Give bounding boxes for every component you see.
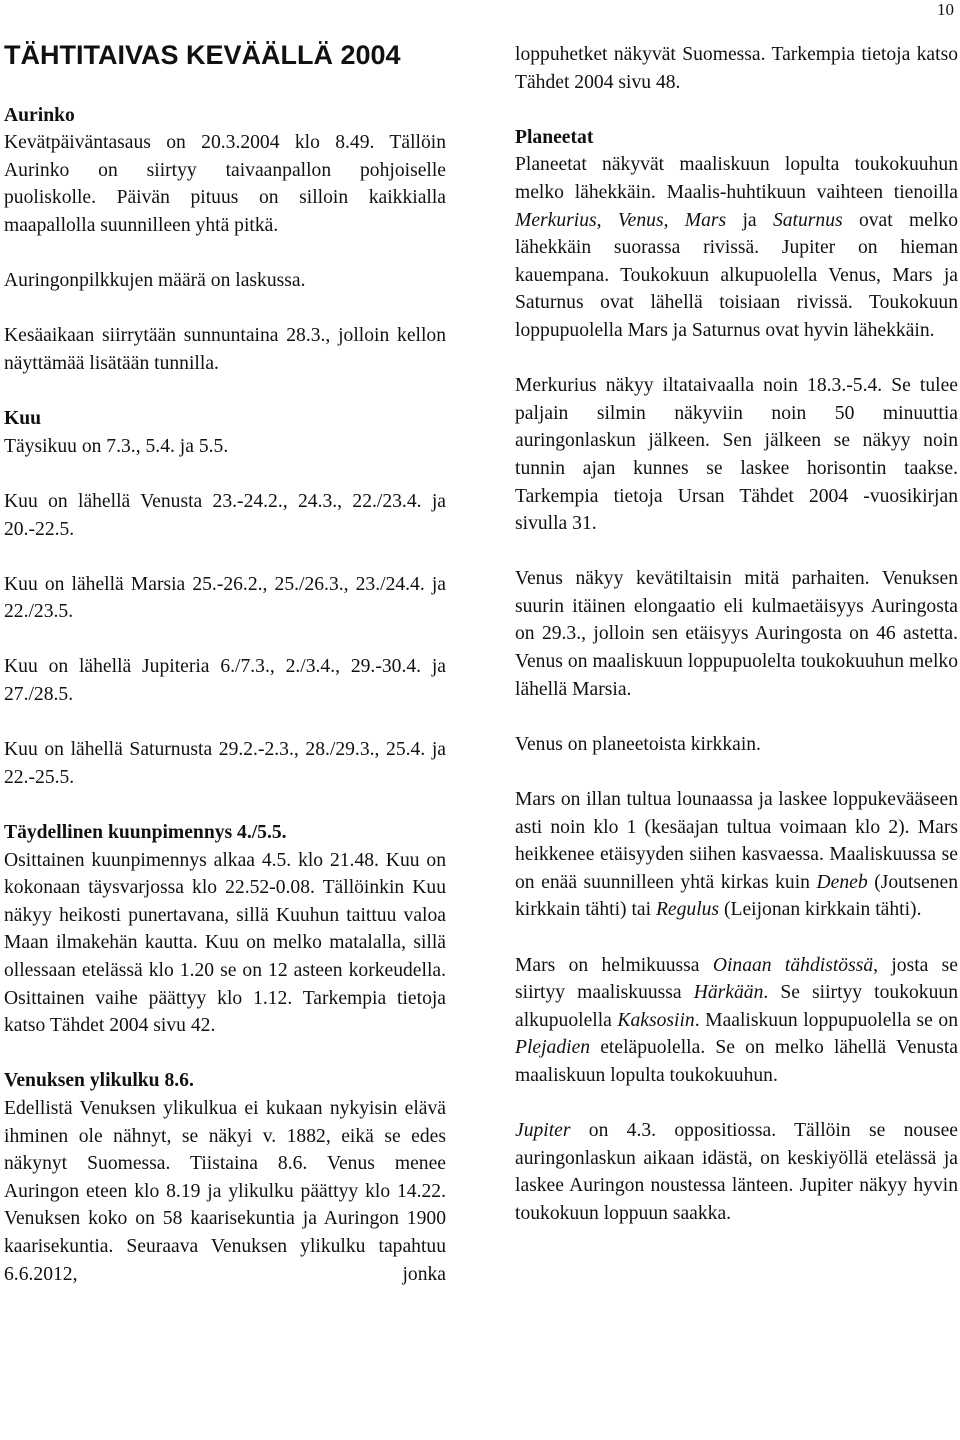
paragraph: Täysikuu on 7.3., 5.4. ja 5.5.	[4, 435, 229, 457]
page-title: TÄHTITAIVAS KEVÄÄLLÄ 2004	[4, 40, 401, 70]
paragraph: Kuu on lähellä Venusta 23.-24.2., 24.3., 22./23.4. ja 20.-22.5.	[4, 490, 446, 540]
page-number: 10	[937, 0, 954, 19]
paragraph: Kuu on lähellä Saturnusta 29.2.-2.3., 28./29.3., 25.4. ja 22.-25.5.	[4, 739, 446, 788]
paragraph: Jupiter on 4.3. oppositiossa. Tällöin se nousee auringonlaskun aikaan idästä, on keskiyöllä etelässä ja laskee Auringon noustessa länteen. Jupiter näkyy hyvin toukokuun loppuun saakka.	[515, 1120, 958, 1224]
paragraph: Planeetat näkyvät maaliskuun lopulta toukokuuhun melko lähekkäin. Maalis-huhtikuun vaihteen tienoilla Merkurius, Venus, Mars ja Saturnus ovat melko lähekkäin suorassa rivissä. Jupiter on hieman kauempana. Toukokuun alkupuolella Venus, Mars ja Saturnus ovat lähellä toisiaan rivissä. Toukokuun loppupuolella Mars ja Saturnus ovat hyvin lähekkäin.	[515, 154, 958, 341]
paragraph: Mars on illan tultua lounaassa ja laskee loppukevääseen asti noin klo 1 (kesäajan tultua voimaan klo 2). Mars heikkenee etäisyyden siihen kasvaessa. Maaliskuussa se on enää suunnilleen yhtä kirkas kuin Deneb (Joutsenen kirkkain tähti) tai Regulus (Leijonan kirkkain tähti).	[515, 789, 958, 921]
paragraph: Merkurius näkyy iltataivaalla noin 18.3.-5.4. Se tulee paljain silmin näkyviin noin 50 minuuttia auringonlaskun jälkeen. Sen jälkeen se näkyy noin tunnin ajan kunnes se laskee horisontin taakse. Tarkempia tietoja Ursan Tähdet 2004 -vuosikirjan sivulla 31.	[515, 375, 958, 535]
paragraph: Osittainen kuunpimennys alkaa 4.5. klo 21.48. Kuu on kokonaan täysvarjossa klo 22.52-0.08. Tällöinkin Kuu näkyy heikosti punertavana, sillä Kuuhun taittuu valoa Maan ilmakehän kautta. Kuu on melko matalalla, sillä ollessaan etelässä klo 1.20 se on 12 asteen korkeudella. Osittainen vaihe päättyy klo 1.12. Tarkempia tietoja katso Tähdet 2004 sivu 42.	[4, 849, 446, 1037]
paragraph: Kuu on lähellä Marsia 25.-26.2., 25./26.3., 23./24.4. ja 22./23.5.	[4, 573, 446, 623]
paragraph: Kevätpäiväntasaus on 20.3.2004 klo 8.49. Tällöin Aurinko on siirtyy taivaanpallon pohjoiselle puoliskolle. Päivän pituus on silloin kaikkialla maapallolla suunnilleen yhtä pitkä.	[4, 132, 446, 236]
section-aurinko	[4, 102, 446, 378]
paragraph: Edellistä Venuksen ylikulkua ei kukaan nykyisin elävä ihminen ole nähnyt, se näkyi v. 1882, eikä se edes näkynyt Suomessa. Tiistaina 8.6. Venus menee Auringon eteen klo 8.19 ja ylikulku päättyy klo 14.22. Venuksen koko on 58 kaarisekuntia ja Auringon 1900 kaarisekuntia. Seuraava Venuksen ylikulku tapahtuu 6.6.2012, jonka	[4, 1097, 446, 1285]
right-column	[515, 0, 958, 1228]
paragraph: Kuu on lähellä Jupiteria 6./7.3., 2./3.4., 29.-30.4. ja 27./28.5.	[4, 656, 446, 706]
section-heading-planeetat: Planeetat	[515, 126, 594, 148]
paragraph: Mars on helmikuussa Oinaan tähdistössä, josta se siirtyy maaliskuussa Härkään. Se siirtyy toukokuun alkupuolella Kaksosiin. Maaliskuun loppupuolella se on Plejadien eteläpuolella. Se on melko lähellä Venusta maaliskuun lopulta toukokuuhun.	[515, 954, 959, 1086]
section-heading-ylikulku: Venuksen ylikulku 8.6.	[4, 1070, 194, 1092]
paragraph: Venus on planeetoista kirkkain.	[515, 733, 761, 755]
section-heading-aurinko: Aurinko	[4, 104, 75, 126]
paragraph-continuation: loppuhetket näkyvät Suomessa. Tarkempia tietoja katso Tähdet 2004 sivu 48.	[515, 44, 958, 93]
section-venuksen-ylikulku	[4, 1067, 446, 1288]
section-kuunpimennys	[4, 819, 446, 1040]
section-heading-kuunpimennys: Täydellinen kuunpimennys 4./5.5.	[4, 822, 287, 844]
paragraph: Auringonpilkkujen määrä on laskussa.	[4, 270, 306, 292]
section-heading-kuu: Kuu	[4, 408, 42, 430]
section-kuu	[4, 405, 446, 791]
section-planeetat	[515, 124, 958, 1228]
left-column	[4, 0, 446, 1288]
paragraph: Venus näkyy kevätiltaisin mitä parhaiten. Venuksen suurin itäinen elongaatio eli kulmaetäisyys Auringosta on 29.3., jolloin sen etäisyys Auringosta on 46 astetta. Venus on maaliskuun loppupuolelta toukokuuhun melko lähellä Marsia.	[515, 568, 958, 700]
paragraph: Kesäaikaan siirrytään sunnuntaina 28.3., jolloin kellon näyttämää lisätään tunnilla.	[4, 325, 446, 374]
